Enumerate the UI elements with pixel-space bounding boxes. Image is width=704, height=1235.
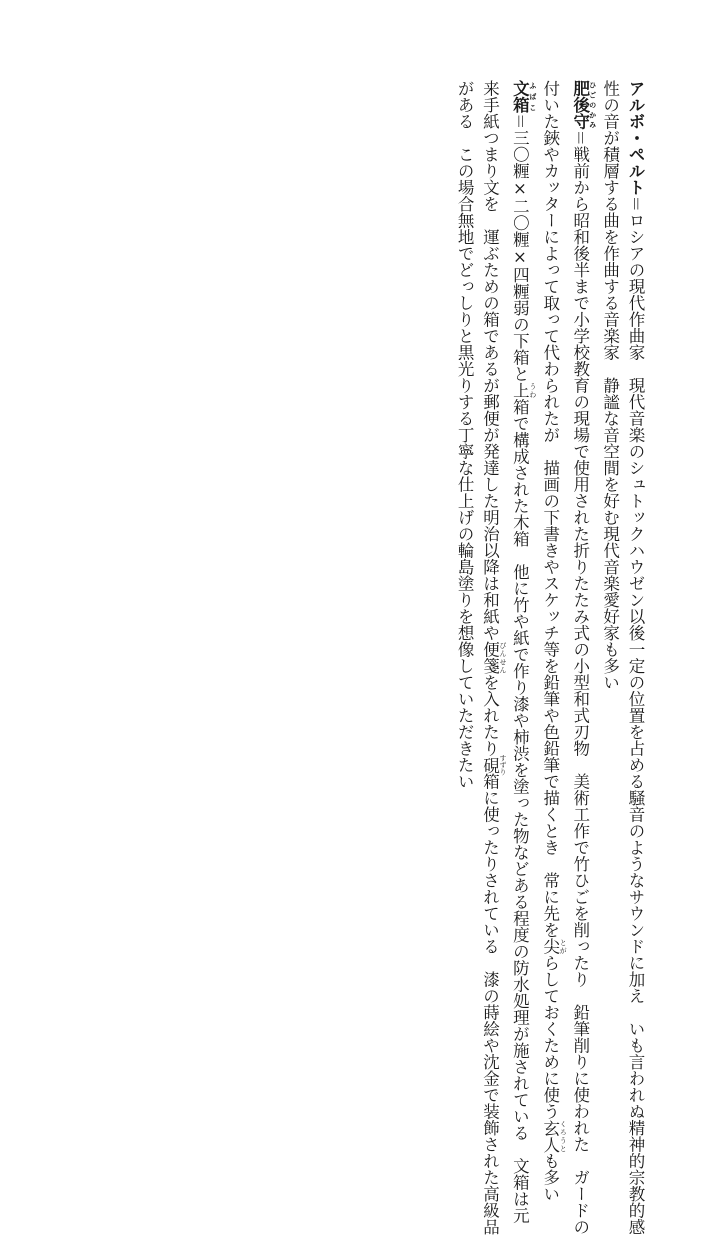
text-line (537, 80, 567, 1120)
text-segment: 来手紙つまり文を 運ぶための箱であるが郵便が発達した明治以降は和紙や (480, 80, 499, 641)
ruby-reading: ひごのかみ (589, 80, 598, 129)
definition-text: ＝戦前から昭和後半まで小学校教育の現場で使用された折りたたみ式の小型和式刃物 美術工作で竹ひごを削ったり 鉛筆削りに使われた ガードの (571, 130, 590, 1235)
text-segment: を入れたり (480, 674, 499, 757)
text-segment: ＝三〇糎×二〇糎×四糎弱の下箱と (510, 113, 529, 382)
ruby-word: 尖 とが (541, 938, 560, 955)
ruby-reading: ふばこ (529, 80, 538, 113)
text-line: 性の音が積層する曲を作曲する音楽家 静謐な音空間を好む現代音楽愛好家も多い (597, 80, 622, 1120)
entry-higonokami (567, 80, 597, 1120)
text-segment: 箱に使ったりされている 漆の蒔絵や沈金で装飾された高級品 (480, 773, 499, 1235)
entry-fubako (507, 80, 537, 1120)
text-segment: らしておくために使う (541, 955, 560, 1120)
text-line (477, 80, 507, 1120)
text-segment: 箱で構成された木箱 他に竹や紙で作り漆や柿渋を塗った物などある程度の防水処理が施されている 文箱は元 (510, 399, 529, 1224)
ruby-word: 便箋 びんせん (480, 641, 499, 674)
entry-arvo-part (623, 80, 648, 1120)
term-heading: アルボ・ペルト (626, 80, 645, 196)
text-segment: 付いた鋏やカッターによって取って代わられたが 描画の下書きやスケッチ等を鉛筆や色鉛筆で描くとき 常に先を (541, 80, 560, 938)
definition-text: ＝ロシアの現代作曲家 現代音楽のシュトックハウゼン以後一定の位置を占める騒音のようなサウンドに加え いも言われぬ精神的宗教的感 (626, 196, 645, 1235)
text-segment: も多い (541, 1153, 560, 1203)
ruby-word: 上 うわ (510, 382, 529, 399)
vertical-text-block (452, 80, 648, 1120)
term-heading: 文箱 ふばこ (510, 80, 529, 113)
ruby-word: 硯 すずり (480, 757, 499, 774)
term-heading: 肥後守 ひごのかみ (571, 80, 590, 130)
text-line: がある この場合無地でどっしりと黒光りする丁寧な仕上げの輪島塗りを想像していただきたい (452, 80, 477, 1120)
ruby-word: 玄人 くろうと (541, 1120, 560, 1153)
